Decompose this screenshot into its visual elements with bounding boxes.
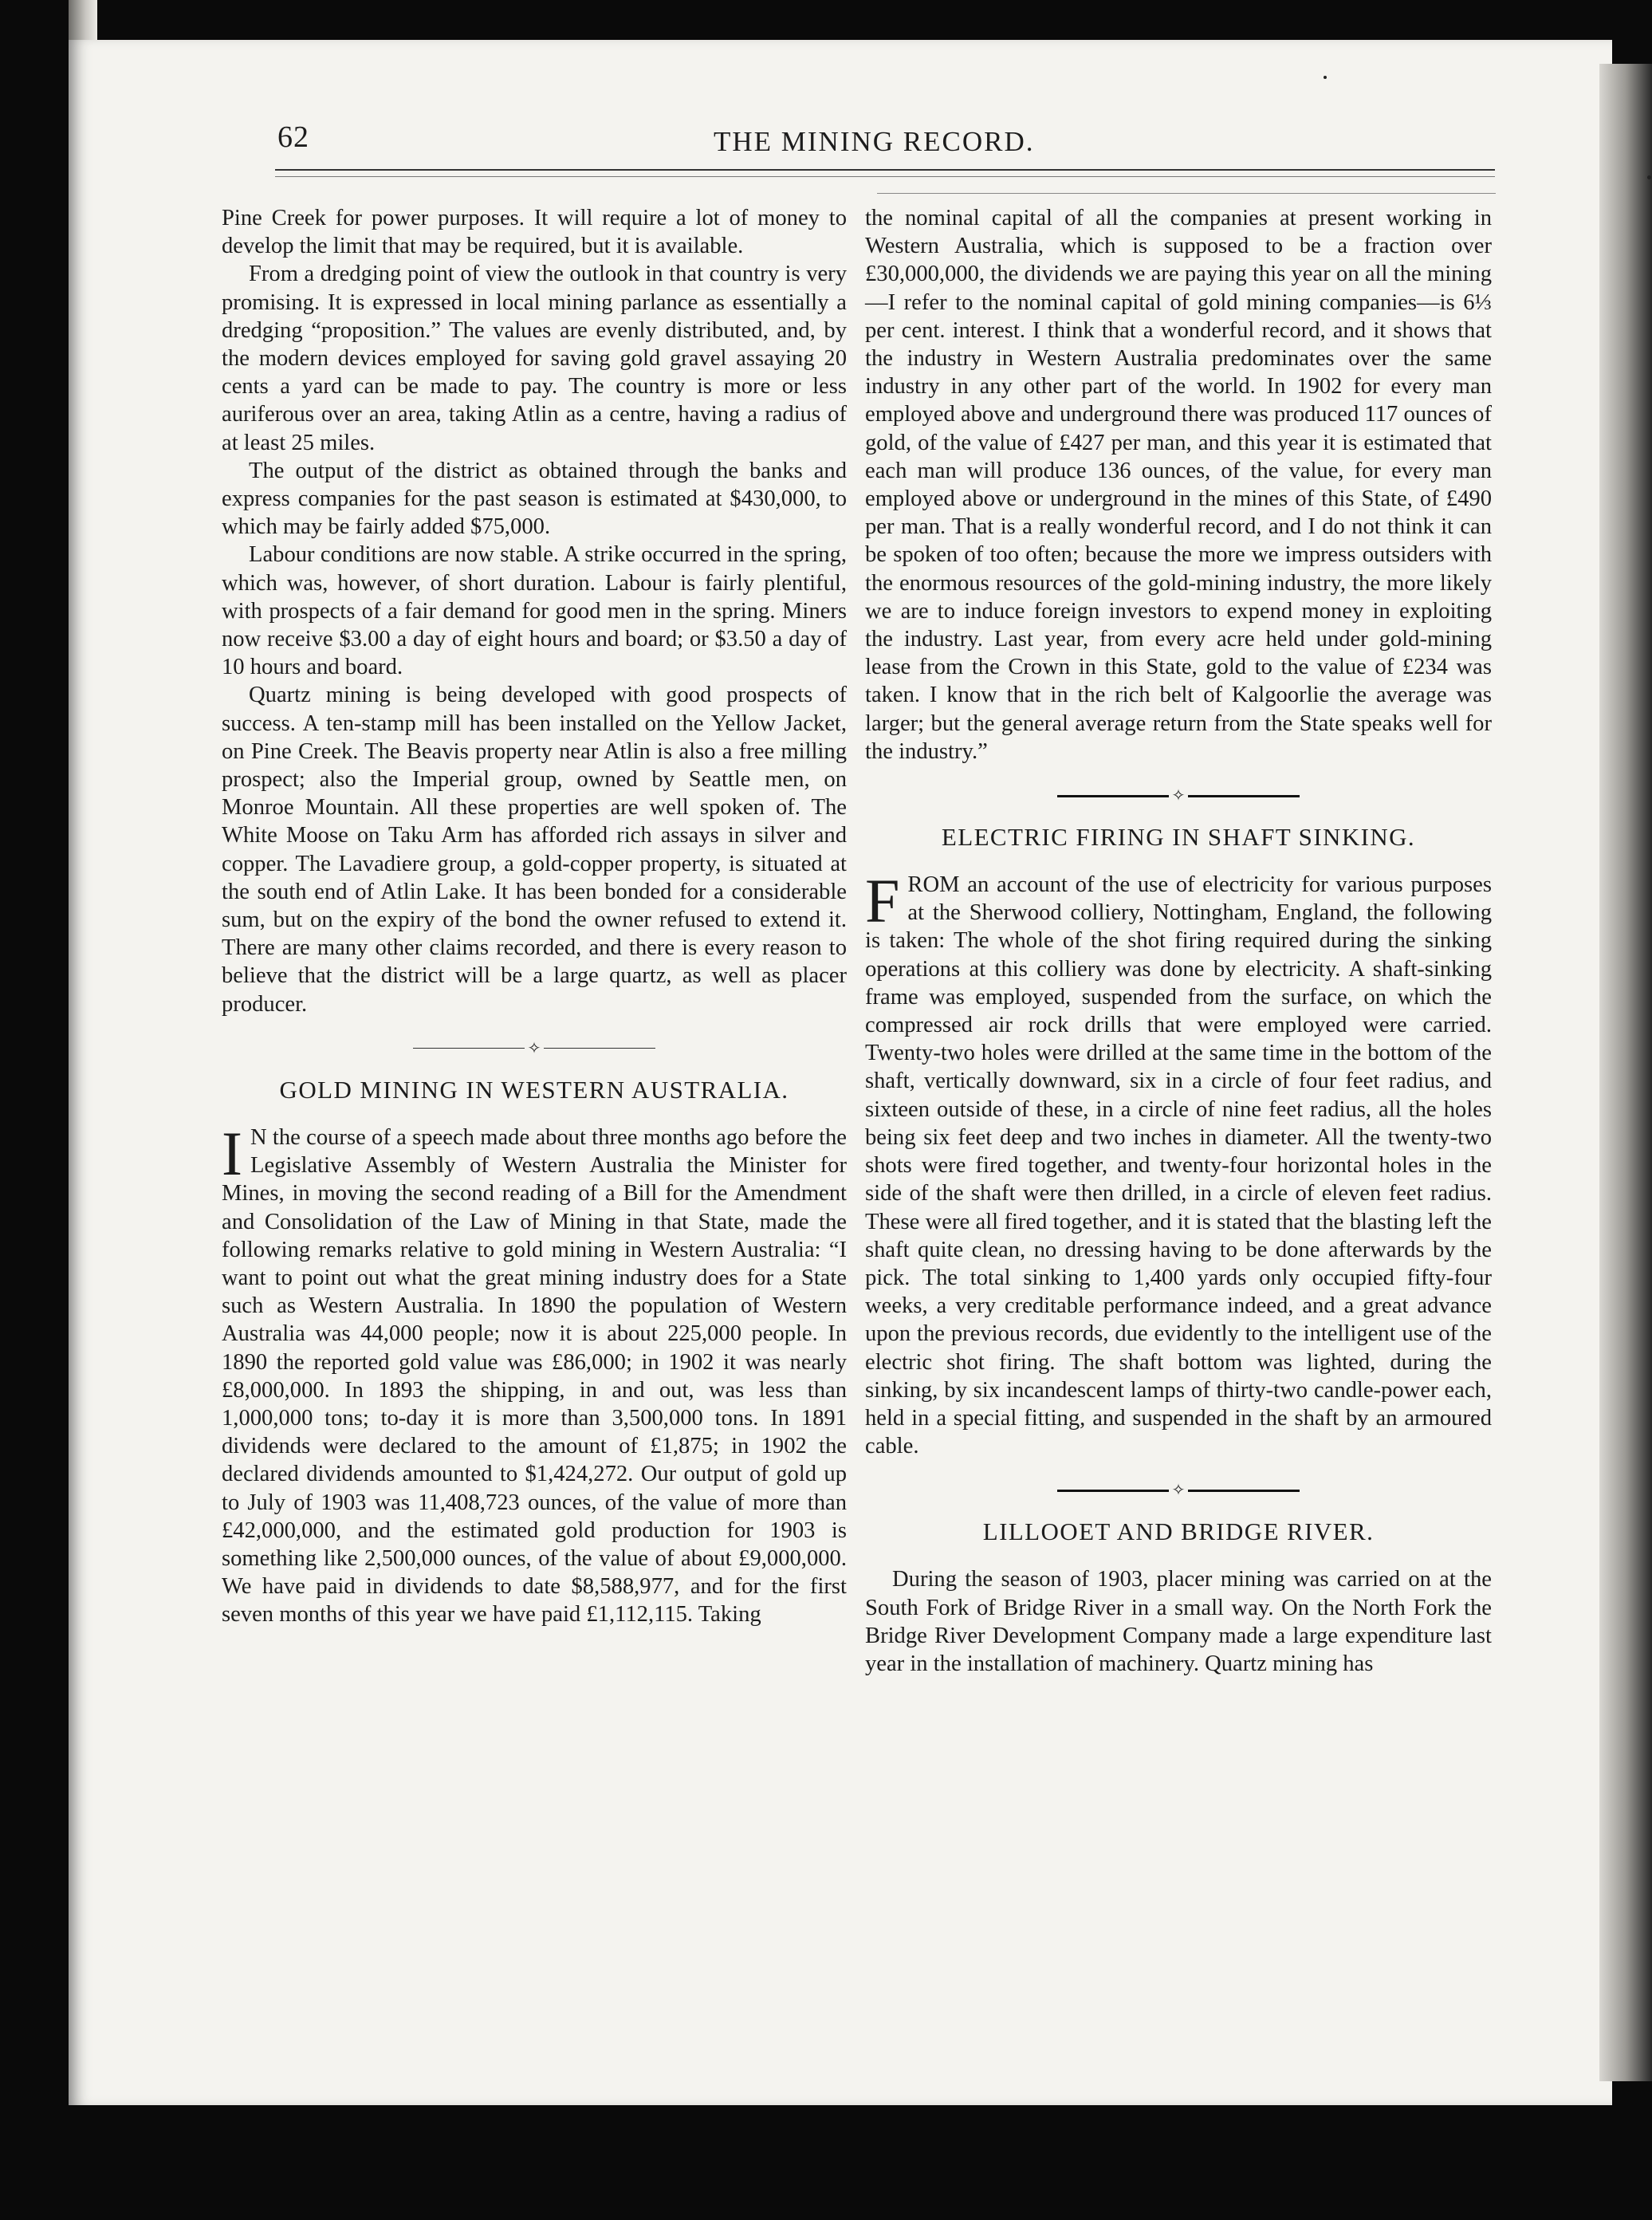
- running-title: THE MINING RECORD.: [714, 126, 1035, 157]
- drop-cap: F: [865, 866, 900, 936]
- section-heading: GOLD MINING IN WESTERN AUSTRALIA.: [279, 1075, 789, 1104]
- section-heading: LILLOOET AND BRIDGE RIVER.: [982, 1517, 1375, 1546]
- section-text: an account of the use of electricity for various purposes at the Sherwood colliery, Nottingham, England, the following is taken: The whole of the shot firing required during the sinking operations at this colliery was done by electricity. A shaft-sinking frame was employed, suspended from the surface, on which the compressed air rock drills that were employed were carried. Twenty-two holes were drilled at the same time in the bottom of the shaft, vertically downward, six in a circle of four feet radius, and sixteen outside of these, in a circle of nine feet radius, all the holes being six feet deep and two inches in diameter. All the twenty-two shots were fired together, and twenty-four horizontal holes in the side of the shaft were then drilled, in a circle of eleven feet radius. These were all fired together, and it is stated that the blasting left the shaft quite clean, no dressing having to be done afterwards by the pick. The total sinking to 1,400 yards only occupied fifty-four weeks, a very creditable performance indeed, and a great advance upon the previous records, due evidently to the intelligent use of the electric shot firing. The shaft bottom was lighted, during the sinking, by six incandescent lamps of thirty-two candle-power each, held in a special fitting, and suspended in the shaft by an armoured cable.: [865, 872, 1492, 1459]
- paragraph: Pine Creek for power purposes. It will require a lot of money to develop the limit that may be required, but it is available.: [222, 206, 847, 259]
- section-body: During the season of 1903, placer mining was carried on at the South Fork of Bridge River in a small way. On the North Fork the Bridge River Development Company made a large expenditure last year in the installation of machinery. Quartz mining has: [865, 1567, 1492, 1676]
- scan-speck: [1324, 76, 1327, 79]
- header-rule-thin: [275, 176, 1495, 177]
- section-ornament: ✧: [222, 1041, 847, 1057]
- section-body: [865, 866, 1492, 1460]
- paragraph: Quartz mining is being developed with good prospects of success. A ten-stamp mill has been installed on the Yellow Jacket, on Pine Creek. The Beavis property near Atlin is also a free milling prospect; also the Imperial group, owned by Seattle men, on Monroe Mountain. All these properties are well spoken of. The White Moose on Taku Arm has afforded rich assays in silver and copper. The Lavadiere group, a gold-copper property, is situated at the south end of Atlin Lake. It has been bonded for a considerable sum, but on the expiry of the bond the owner refused to extend it. There are many other claims recorded, and there is every reason to believe that the district will be a large quartz, as well as placer producer.: [222, 683, 847, 1017]
- section-text: N the course of a speech made about three months ago before the Legislative Assembly of Western Australia the Minister for Mines, in moving the second reading of a Bill for the Amendment and Consolidation of the Law of Mining in that State, made the following remarks relative to gold mining in Western Australia: “I want to point out what the great mining industry does for a State such as Western Australia. In 1890 the population of Western Australia was 44,000 people; now it is about 225,000 people. In 1890 the reported gold value was £86,000; in 1902 it was nearly £8,000,000. In 1893 the shipping, in and out, was less than 1,000,000 tons; to-day it is more than 3,500,000 tons. In 1891 dividends were declared to the amount of £1,875; in 1902 the declared dividends amounted to $1,424,272. Our output of gold up to July of 1903 was 11,408,723 ounces, of the value of more than £42,000,000, and the estimated gold production for 1903 is something like 2,500,000 ounces, of the value of about £9,000,000. We have paid in dividends to date $8,588,977, and for the first seven months of this year we have paid £1,112,115. Taking: [222, 1124, 847, 1628]
- paragraph: The output of the district as obtained through the banks and express companies for the past season is estimated at $430,000, to which may be fairly added $75,000.: [222, 458, 847, 540]
- header-rule-right: [877, 193, 1496, 194]
- page-number: 62: [277, 120, 309, 154]
- scan-speck: [1647, 175, 1651, 179]
- page-edge-shadow: [1599, 64, 1652, 2081]
- header-rule: [275, 169, 1495, 171]
- paragraph: Labour conditions are now stable. A strike occurred in the spring, which was, however, of short duration. Labour is fairly plentiful, with prospects of a fair demand for good men in the spring. Miners now receive $3.00 a day of eight hours and board; or $3.50 a day of 10 hours and board.: [222, 542, 847, 680]
- section-ornament: ✧: [865, 788, 1492, 804]
- section-body: [222, 1118, 847, 1629]
- section-ornament: ✧: [865, 1482, 1492, 1498]
- continuation-text: the nominal capital of all the companies at present working in Western Australia, which is supposed to be a fraction over £30,000,000, the dividends we are paying this year on all the mining—I refer to the nominal capital of gold mining companies—is 6⅓ per cent. interest. I think that a wonderful record, and it shows that the industry in Western Australia predominates over the same industry in any other part of the world. In 1902 for every man employed above and underground there was produced 117 ounces of gold, of the value of £427 per man, and this year it is estimated that each man will produce 136 ounces, of the value, for every man employed above or underground in the mines of this State, of £490 per man. That is a really wonderful record, and I do not think it can be spoken of too often; because the more we impress outsiders with the enormous resources of the gold-mining industry, the more likely we are to induce foreign investors to expend money in exploiting the industry. Last year, from every acre held under gold-mining lease from the Crown in this State, gold to the value of £234 was taken. I know that in the rich belt of Kalgoorlie the average was larger; but the general average return from the State speaks well for the industry.”: [865, 206, 1492, 764]
- left-column: [222, 204, 847, 1629]
- drop-cap: I: [222, 1118, 242, 1188]
- right-column: [865, 204, 1492, 1678]
- section-heading: ELECTRIC FIRING IN SHAFT SINKING.: [941, 823, 1416, 852]
- lead-in: ROM: [907, 872, 960, 898]
- paragraph: From a dredging point of view the outlook in that country is very promising. It is expressed in local mining parlance as essentially a dredging “proposition.” The values are evenly distributed, and, by the modern devices employed for saving gold gravel assaying 20 cents a yard can be made to pay. The country is more or less auriferous over an area, taking Atlin as a centre, having a radius of at least 25 miles.: [222, 262, 847, 455]
